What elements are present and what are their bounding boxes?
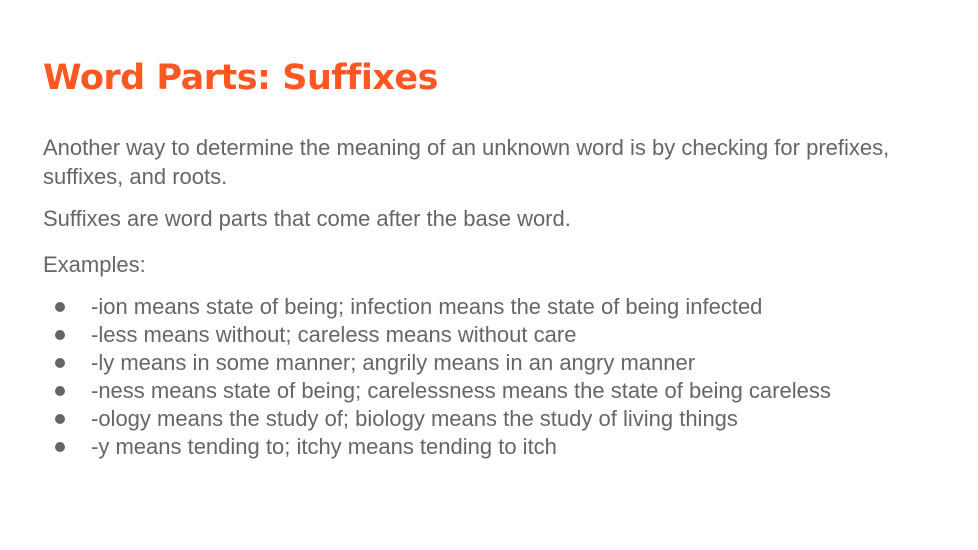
example-text: -less means without; careless means without care <box>91 322 577 347</box>
list-item <box>43 349 943 377</box>
example-text: -ness means state of being; carelessness means the state of being careless <box>91 378 831 403</box>
list-item <box>43 433 943 461</box>
example-text: -ly means in some manner; angrily means in an angry manner <box>91 350 696 375</box>
list-item <box>43 293 943 321</box>
examples-heading: Examples: <box>43 252 146 277</box>
bullet-icon <box>55 358 65 368</box>
list-item <box>43 377 943 405</box>
example-text: -ology means the study of; biology means the study of living things <box>91 406 738 431</box>
bullet-icon <box>55 414 65 424</box>
intro-paragraph: Another way to determine the meaning of an unknown word is by checking for prefixes, suffixes, and roots. <box>43 135 890 189</box>
list-item <box>43 321 943 349</box>
list-item <box>43 405 943 433</box>
examples-list <box>43 293 943 461</box>
bullet-icon <box>55 330 65 340</box>
example-text: -y means tending to; itchy means tending to itch <box>91 434 557 459</box>
slide-title: Word Parts: Suffixes <box>43 58 438 98</box>
bullet-icon <box>55 386 65 396</box>
suffix-definition-paragraph: Suffixes are word parts that come after the base word. <box>43 206 571 231</box>
bullet-icon <box>55 442 65 452</box>
example-text: -ion means state of being; infection means the state of being infected <box>91 294 763 319</box>
bullet-icon <box>55 302 65 312</box>
